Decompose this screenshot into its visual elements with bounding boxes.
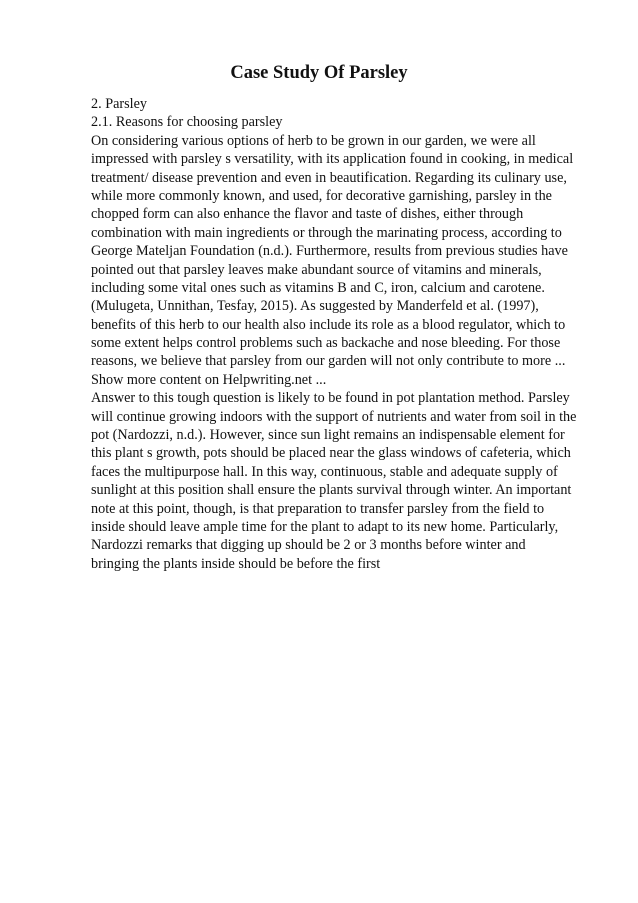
text-line: pointed out that parsley leaves make abundant source of vitamins and minerals, — [91, 261, 542, 278]
text-line: this plant s growth, pots should be placed near the glass windows of cafeteria, which — [91, 445, 571, 462]
text-line: Show more content on Helpwriting.net ... — [91, 371, 327, 388]
text-line: pot (Nardozzi, n.d.). However, since sun light remains an indispensable element for — [91, 427, 565, 444]
text-line: benefits of this herb to our health also include its role as a blood regulator, which to — [91, 316, 566, 333]
text-line: On considering various options of herb to be grown in our garden, we were all — [91, 132, 536, 149]
text-line: will continue growing indoors with the support of nutrients and water from soil in the — [91, 408, 577, 425]
text-line: inside should leave ample time for the plant to adapt to its new home. Particularly, — [91, 518, 559, 535]
text-line: reasons, we believe that parsley from our garden will not only contribute to more ... — [91, 353, 566, 370]
text-line: Answer to this tough question is likely to be found in pot plantation method. Parsley — [91, 390, 570, 407]
text-line: treatment/ disease prevention and even in beautification. Regarding its culinary use, — [91, 169, 567, 186]
text-line: 2. Parsley — [91, 96, 147, 112]
page-title: Case Study Of Parsley — [230, 63, 408, 83]
text-line: Nardozzi remarks that digging up should be 2 or 3 months before winter and — [91, 537, 526, 554]
text-line: combination with main ingredients or through the marinating process, according to — [91, 224, 562, 241]
text-line: sunlight at this position shall ensure the plants survival through winter. An important — [91, 482, 572, 499]
text-line: George Mateljan Foundation (n.d.). Furthermore, results from previous studies have — [91, 243, 568, 260]
text-line: including some vital ones such as vitamins B and C, iron, calcium and carotene. — [91, 279, 545, 296]
document-body — [91, 95, 577, 573]
text-line: while more commonly known, and used, for decorative garnishing, parsley in the — [91, 187, 552, 204]
text-line: some extent helps control problems such as backache and nose bleeding. For those — [91, 335, 561, 352]
text-line: bringing the plants inside should be before the first — [91, 555, 381, 572]
text-line: chopped form can also enhance the flavor and taste of dishes, either through — [91, 206, 524, 223]
text-line: faces the multipurpose hall. In this way, continuous, stable and adequate supply of — [91, 463, 558, 480]
text-line: 2.1. Reasons for choosing parsley — [91, 114, 283, 131]
text-line: impressed with parsley s versatility, with its application found in cooking, in medical — [91, 151, 574, 168]
text-line: (Mulugeta, Unnithan, Tesfay, 2015). As suggested by Manderfeld et al. (1997), — [91, 298, 539, 315]
text-line: note at this point, though, is that preparation to transfer parsley from the field to — [91, 500, 545, 517]
